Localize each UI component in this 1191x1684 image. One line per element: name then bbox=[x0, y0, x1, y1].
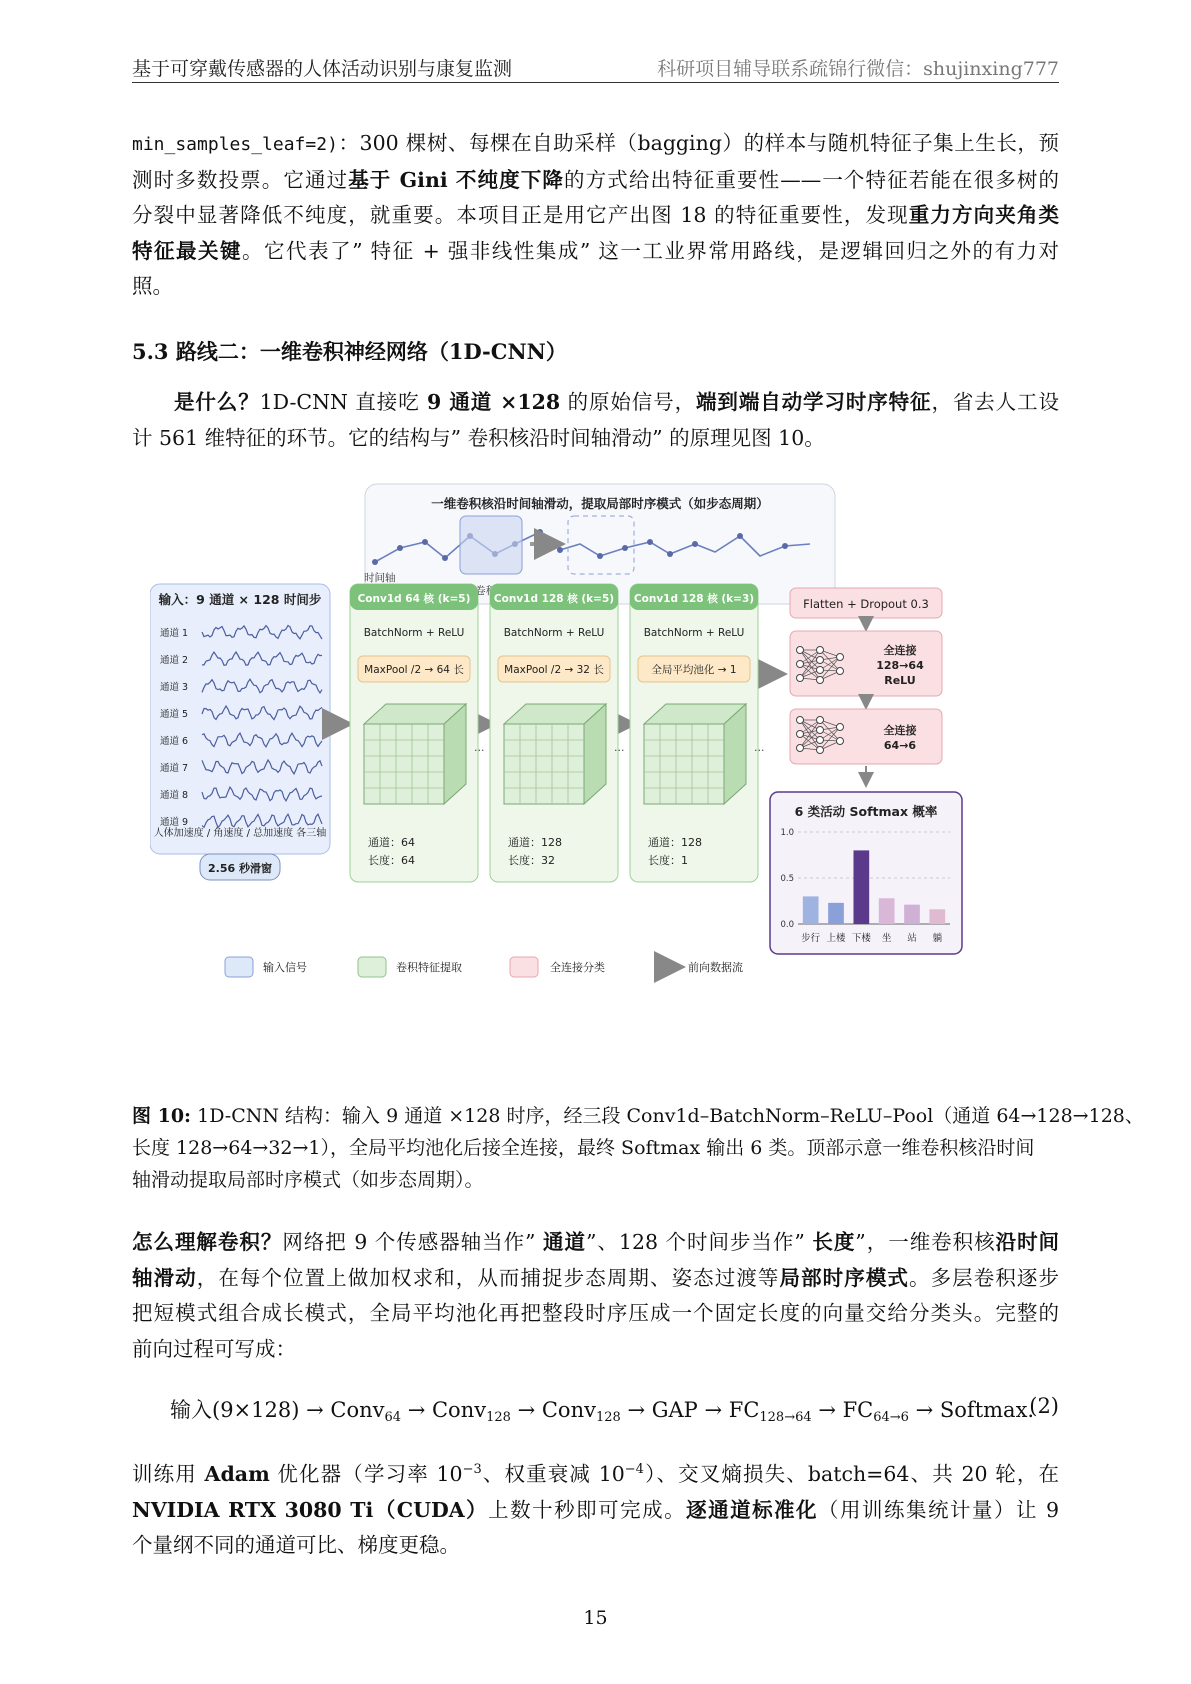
eq-sub5: 64→6 bbox=[873, 1410, 909, 1425]
para2-l1c: 9 通道 ×128 bbox=[427, 390, 561, 414]
para4-sup1: −3 bbox=[462, 1462, 482, 1477]
para3-l2d: 。多层卷积逐步 bbox=[909, 1265, 1059, 1290]
equation-number: (2) bbox=[1029, 1394, 1059, 1418]
conv-block-length: 长度：64 bbox=[368, 854, 415, 867]
net-node bbox=[837, 738, 844, 745]
conv-block-pool: 全局平均池化 → 1 bbox=[651, 664, 737, 676]
net-node bbox=[797, 661, 804, 668]
para4-l1e: ）、交叉熵损失、batch=64、共 20 轮，在 bbox=[643, 1462, 1059, 1486]
legend-swatch-input bbox=[225, 957, 253, 977]
chart-xtick: 站 bbox=[907, 933, 917, 944]
code-min-samples-leaf: min_samples_leaf=2) bbox=[132, 134, 338, 155]
eq-sub2: 128 bbox=[486, 1410, 511, 1425]
para3-l1c: 通道 bbox=[543, 1230, 586, 1254]
para2-line2: 计 561 维特征的环节。它的结构与” 卷积核沿时间轴滑动” 的原理见图 10。 bbox=[132, 425, 825, 450]
legend-conv: 卷积特征提取 bbox=[396, 961, 462, 974]
para4-line1 bbox=[132, 1452, 1059, 1493]
para1-line5: 照。 bbox=[132, 274, 173, 298]
net-node bbox=[817, 727, 824, 734]
chart-xtick: 坐 bbox=[881, 933, 892, 944]
para1-line2 bbox=[132, 163, 1059, 199]
conv-block-bn: BatchNorm + ReLU bbox=[643, 627, 745, 639]
para3-l2b: ，在每个位置上做加权求和，从而捕捉步态周期、姿态过渡等 bbox=[196, 1265, 780, 1290]
equation-forward-pass bbox=[170, 1394, 1034, 1425]
running-header-title: 基于可穿戴传感器的人体活动识别与康复监测 bbox=[132, 58, 513, 80]
net-node bbox=[797, 731, 804, 738]
para3-l2c: 局部时序模式 bbox=[779, 1265, 909, 1290]
para4-l1c: 优化器（学习率 10 bbox=[269, 1462, 463, 1486]
chart-bar-3 bbox=[879, 898, 895, 924]
window-label: 2.56 秒滑窗 bbox=[208, 862, 272, 875]
fc1-line3: ReLU bbox=[884, 674, 916, 687]
paragraph-random-forest bbox=[132, 126, 1059, 305]
para4-l2d: （用训练集统计量）让 9 bbox=[818, 1497, 1059, 1522]
para1-l4b: 。它代表了” 特征 + 强非线性集成” 这一工业界常用路线，是逻辑回归之外的有力对 bbox=[242, 238, 1059, 263]
para4-l1b: Adam bbox=[204, 1462, 270, 1486]
kernel-box bbox=[460, 516, 522, 574]
conv-block-length: 长度：1 bbox=[648, 854, 688, 867]
para3-line1 bbox=[132, 1225, 1059, 1261]
chart-xtick: 步行 bbox=[801, 933, 821, 944]
para3-l1e: 长度 bbox=[812, 1230, 856, 1254]
legend-swatch-fc bbox=[510, 957, 538, 977]
net-node bbox=[837, 654, 844, 661]
channel-label: 通道 3 bbox=[160, 682, 189, 693]
para2-l1d: 的原始信号， bbox=[560, 390, 697, 414]
header-rule bbox=[132, 82, 1059, 83]
page-number: 15 bbox=[583, 1607, 608, 1629]
conv-block-channels: 通道：128 bbox=[508, 836, 562, 849]
feature-cube-front bbox=[364, 724, 444, 804]
chart-bar-4 bbox=[904, 905, 920, 924]
conv-block-bn: BatchNorm + ReLU bbox=[503, 627, 605, 639]
eq-sub1: 64 bbox=[384, 1410, 402, 1425]
chart-xtick: 下楼 bbox=[851, 933, 871, 944]
para1-l3a: 分裂中显著降低不纯度，就重要。本项目正是用它产出图 18 的特征重要性，发现 bbox=[132, 203, 909, 227]
para1-l2a: 测时多数投票。它通过 bbox=[132, 167, 349, 192]
net-node bbox=[817, 677, 824, 684]
channel-label: 通道 9 bbox=[160, 817, 189, 828]
feature-cube-front bbox=[504, 724, 584, 804]
channel-label: 通道 6 bbox=[160, 736, 189, 747]
net-node bbox=[817, 657, 824, 664]
para4-line3: 个量纲不同的通道可比、梯度更稳。 bbox=[132, 1533, 460, 1557]
net-node bbox=[817, 737, 824, 744]
para3-l1f: ”，一维卷积核 bbox=[855, 1230, 996, 1254]
figure-1d-cnn bbox=[150, 474, 1055, 1079]
channel-label: 通道 1 bbox=[160, 628, 189, 639]
paragraph-what-is bbox=[132, 385, 1059, 456]
chart-bar-5 bbox=[929, 909, 945, 924]
para4-l1a: 训练用 bbox=[132, 1462, 205, 1486]
conv-blocks bbox=[350, 584, 765, 882]
section-title: 5.3 路线二：一维卷积神经网络（1D-CNN） bbox=[132, 339, 567, 364]
fc1-line1: 全连接 bbox=[883, 644, 917, 657]
para3-line4: 前向过程可写成： bbox=[132, 1336, 296, 1361]
eq-sub4: 128→64 bbox=[759, 1410, 812, 1425]
paragraph-training bbox=[132, 1452, 1059, 1564]
para1-line1 bbox=[132, 126, 1059, 163]
cube-ellipsis: ··· bbox=[754, 744, 765, 757]
paragraph-how-conv bbox=[132, 1225, 1059, 1367]
para4-l2c: 逐通道标准化 bbox=[686, 1497, 819, 1522]
net-node bbox=[797, 717, 804, 724]
para4-l2a: NVIDIA RTX 3080 Ti（CUDA） bbox=[132, 1497, 489, 1522]
caption-l1: 1D-CNN 结构：输入 9 通道 ×128 时序，经三段 Conv1d–BatchNorm–ReLU–Pool（通道 64→128→128、 bbox=[191, 1105, 1144, 1127]
eq-t5: → Softmax. bbox=[908, 1398, 1035, 1422]
caption-line2: 长度 128→64→32→1），全局平均池化后接全连接，最终 Softmax 输出 6 类。顶部示意一维卷积核沿时间 bbox=[132, 1137, 1035, 1159]
legend-flow: 前向数据流 bbox=[688, 961, 743, 974]
figure-diagram bbox=[150, 474, 1055, 1079]
para4-sup2: −4 bbox=[624, 1462, 644, 1477]
net-node bbox=[817, 747, 824, 754]
para3-l1a: 怎么理解卷积？ bbox=[132, 1230, 283, 1254]
chart-ytick: 0.5 bbox=[780, 874, 794, 884]
input-title: 输入：9 通道 × 128 时间步 bbox=[158, 592, 322, 607]
net-node bbox=[817, 667, 824, 674]
fc2-line2: 64→6 bbox=[883, 739, 917, 752]
para3-line2 bbox=[132, 1261, 1059, 1297]
conv-block-pool: MaxPool /2 → 32 长 bbox=[504, 664, 604, 676]
chart-bar-0 bbox=[803, 896, 819, 924]
legend-swatch-conv bbox=[358, 957, 386, 977]
para4-line2 bbox=[132, 1493, 1059, 1529]
conv-block-channels: 通道：64 bbox=[368, 836, 415, 849]
input-note: 人体加速度 / 角速度 / 总加速度 各三轴 bbox=[153, 828, 327, 839]
chart-ytick: 0.0 bbox=[780, 920, 794, 930]
net-node bbox=[797, 647, 804, 654]
para1-line4 bbox=[132, 234, 1059, 270]
para4-l1d: 、权重衰减 10 bbox=[481, 1462, 625, 1486]
net-node bbox=[837, 668, 844, 675]
sliding-kernel-title: 一维卷积核沿时间轴滑动，提取局部时序模式（如步态周期） bbox=[431, 496, 769, 511]
cube-ellipsis: ··· bbox=[474, 744, 485, 757]
eq-t3: → GAP → FC bbox=[620, 1398, 760, 1422]
net-node bbox=[817, 717, 824, 724]
chart-ytick: 1.0 bbox=[780, 828, 794, 838]
para2-line1 bbox=[132, 385, 1059, 421]
chart-bar-1 bbox=[828, 903, 844, 924]
para4-l2b: 上数十秒即可完成。 bbox=[488, 1497, 687, 1522]
channel-label: 通道 5 bbox=[160, 709, 189, 720]
para2-l1b: 1D-CNN 直接吃 bbox=[259, 390, 428, 414]
conv-block-title: Conv1d 64 核 (k=5) bbox=[357, 593, 471, 605]
legend-input: 输入信号 bbox=[263, 961, 307, 974]
time-axis-label: 时间轴 bbox=[364, 572, 396, 584]
para2-l1e: 端到端自动学习时序特征 bbox=[696, 390, 932, 414]
eq-t4: → FC bbox=[811, 1398, 874, 1422]
para1-l4a: 特征最关键 bbox=[132, 238, 243, 263]
chart-bar-2 bbox=[853, 850, 869, 924]
net-node bbox=[797, 745, 804, 752]
caption-line1 bbox=[132, 1100, 1144, 1132]
net-node bbox=[817, 647, 824, 654]
para1-l2b: 基于 Gini 不纯度下降 bbox=[348, 167, 565, 192]
conv-block-channels: 通道：128 bbox=[648, 836, 702, 849]
para3-l1d: ”、128 个时间步当作” bbox=[585, 1230, 813, 1254]
feature-cube-front bbox=[644, 724, 724, 804]
softmax-title: 6 类活动 Softmax 概率 bbox=[794, 804, 938, 819]
net-node bbox=[837, 724, 844, 731]
para1-l2c: 的方式给出特征重要性——一个特征若能在很多树的 bbox=[564, 167, 1059, 192]
channel-label: 通道 7 bbox=[160, 763, 189, 774]
net-node bbox=[797, 675, 804, 682]
eq-t1: → Conv bbox=[401, 1398, 487, 1422]
eq-sub3: 128 bbox=[595, 1410, 621, 1425]
fc2-line1: 全连接 bbox=[883, 724, 917, 737]
eq-start: 输入(9×128) → Conv bbox=[170, 1398, 385, 1422]
channel-label: 通道 8 bbox=[160, 790, 189, 801]
caption-line3: 轴滑动提取局部时序模式（如步态周期）。 bbox=[132, 1169, 484, 1191]
eq-t2: → Conv bbox=[510, 1398, 596, 1422]
conv-block-length: 长度：32 bbox=[508, 854, 555, 867]
para3-line3: 把短模式组合成长模式，全局平均池化再把整段时序压成一个固定长度的向量交给分类头。完整的 bbox=[132, 1301, 1059, 1325]
chart-xtick: 上楼 bbox=[826, 933, 846, 944]
chart-xtick: 躺 bbox=[932, 933, 943, 944]
para1-l3b: 重力方向夹角类 bbox=[908, 203, 1059, 227]
figure-caption bbox=[132, 1100, 1144, 1196]
channel-label: 通道 2 bbox=[160, 655, 189, 666]
cube-ellipsis: ··· bbox=[614, 744, 625, 757]
para1-l1-rest: ：300 棵树、每棵在自助采样（bagging）的样本与随机特征子集上生长，预 bbox=[337, 131, 1059, 155]
para2-l1a: 是什么？ bbox=[174, 390, 260, 414]
flatten-label: Flatten + Dropout 0.3 bbox=[803, 597, 929, 611]
para3-l1b: 网络把 9 个传感器轴当作” bbox=[282, 1230, 544, 1254]
para1-line3 bbox=[132, 198, 1059, 234]
conv-block-bn: BatchNorm + ReLU bbox=[363, 627, 465, 639]
running-header-contact: 科研项目辅导联系疏锦行微信：shujinxing777 bbox=[657, 58, 1059, 80]
para3-l2a: 轴滑动 bbox=[132, 1265, 197, 1290]
conv-block-title: Conv1d 128 核 (k=5) bbox=[493, 593, 615, 605]
legend-fc: 全连接分类 bbox=[550, 961, 605, 974]
para2-l1f: ，省去人工设 bbox=[931, 390, 1059, 414]
conv-block-pool: MaxPool /2 → 64 长 bbox=[364, 664, 464, 676]
para3-l1g: 沿时间 bbox=[995, 1230, 1059, 1254]
caption-label: 图 10: bbox=[132, 1105, 192, 1127]
fc1-line2: 128→64 bbox=[876, 659, 924, 672]
conv-block-title: Conv1d 128 核 (k=3) bbox=[633, 593, 755, 605]
